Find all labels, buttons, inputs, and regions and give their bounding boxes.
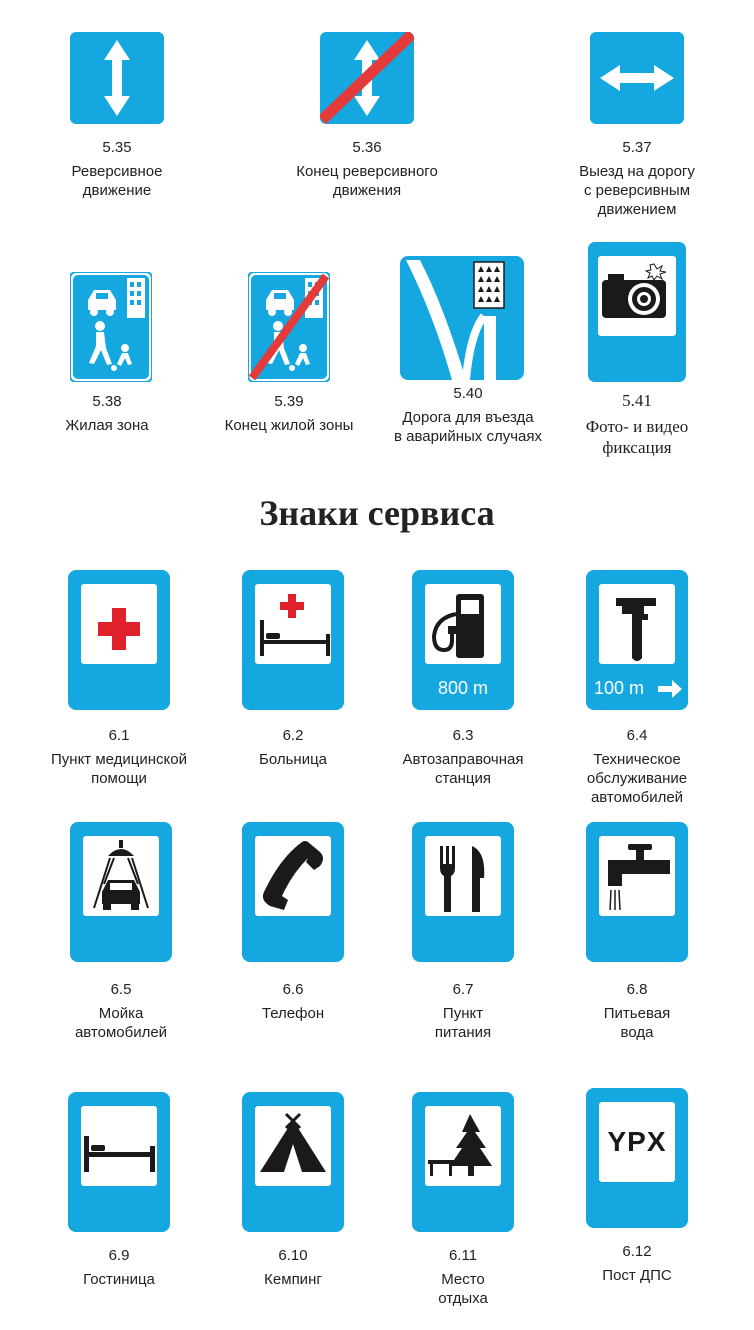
sign-label: Выезд на дорогу с реверсивным движением xyxy=(579,163,695,218)
sign-label: Дорога для въезда в аварийных случаях xyxy=(394,409,542,445)
sign-number: 6.12 xyxy=(622,1243,652,1260)
fork-knife-icon xyxy=(412,822,514,962)
sign-number: 6.10 xyxy=(278,1247,308,1264)
sign-number: 5.41 xyxy=(622,391,652,410)
sign-number: 5.39 xyxy=(274,393,304,410)
hospital-bed-icon xyxy=(242,570,344,710)
caption-6-6 xyxy=(213,980,373,1023)
sign-6-5 xyxy=(70,822,172,962)
caption-6-2 xyxy=(213,726,373,769)
sign-label: Фото- и видео фиксация xyxy=(585,417,689,457)
sign-number: 5.40 xyxy=(453,385,483,402)
ypx-sign-text: YPX xyxy=(607,1126,667,1157)
sign-label: Место отдыха xyxy=(438,1271,488,1307)
sign-6-10 xyxy=(242,1092,344,1232)
sign-5-39 xyxy=(248,272,330,382)
sign-label: Конец жилой зоны xyxy=(224,417,354,434)
caption-6-7 xyxy=(383,980,543,1042)
sign-5-37 xyxy=(590,32,684,124)
sign-number: 5.35 xyxy=(102,139,132,156)
rest-area-icon xyxy=(412,1092,514,1232)
end-residential-zone-icon xyxy=(248,272,330,382)
water-tap-icon xyxy=(586,822,688,962)
sign-5-38 xyxy=(70,272,152,382)
sign-6-2 xyxy=(242,570,344,710)
sign-label: Конец реверсивного движения xyxy=(296,163,438,199)
tent-icon xyxy=(242,1092,344,1232)
caption-5-41 xyxy=(552,390,722,458)
sign-5-36 xyxy=(320,32,414,124)
sign-label: Больница xyxy=(258,751,328,768)
exit-reversible-road-icon xyxy=(590,32,684,124)
sign-number: 6.5 xyxy=(110,981,132,998)
sign-number: 6.6 xyxy=(282,981,304,998)
sign-6-12 xyxy=(586,1088,688,1228)
sign-6-9 xyxy=(68,1092,170,1232)
sign-number: 6.4 xyxy=(626,727,648,744)
caption-6-5 xyxy=(41,980,201,1042)
sign-number: 6.9 xyxy=(108,1247,130,1264)
emergency-road-icon xyxy=(400,256,524,380)
sign-label: Телефон xyxy=(261,1005,325,1022)
distance-label: 800 m xyxy=(437,678,489,698)
sign-6-1 xyxy=(68,570,170,710)
sign-number: 6.11 xyxy=(448,1247,478,1264)
ypx-icon xyxy=(586,1088,688,1228)
caption-5-36 xyxy=(267,138,467,200)
end-reversible-traffic-icon xyxy=(320,32,414,124)
car-wash-icon xyxy=(70,822,172,962)
sign-label: Мойка автомобилей xyxy=(74,1005,168,1041)
sign-label: Жилая зона xyxy=(65,417,149,434)
sign-number: 6.7 xyxy=(452,981,474,998)
caption-5-39 xyxy=(204,392,374,435)
caption-6-4 xyxy=(557,726,717,807)
sign-number: 6.8 xyxy=(626,981,648,998)
caption-5-35 xyxy=(20,138,214,200)
bed-icon xyxy=(68,1092,170,1232)
sign-number: 6.1 xyxy=(108,727,130,744)
sign-label: Пост ДПС xyxy=(602,1267,672,1284)
caption-6-10 xyxy=(213,1246,373,1289)
sign-5-40 xyxy=(400,256,524,380)
sign-number: 6.2 xyxy=(282,727,304,744)
sign-number: 6.3 xyxy=(452,727,474,744)
sign-5-35 xyxy=(70,32,164,124)
sign-5-41 xyxy=(588,242,686,382)
distance-label: 100 m xyxy=(594,678,645,698)
sign-number: 5.38 xyxy=(92,393,122,410)
telephone-icon xyxy=(242,822,344,962)
sign-6-6 xyxy=(242,822,344,962)
sign-label: Гостиница xyxy=(83,1271,155,1288)
caption-6-9 xyxy=(39,1246,199,1289)
sign-6-4 xyxy=(586,570,688,710)
sign-label: Техническое обслуживание автомобилей xyxy=(586,751,688,806)
sign-number: 5.36 xyxy=(352,139,382,156)
caption-6-3 xyxy=(383,726,543,788)
sign-label: Пункт питания xyxy=(434,1005,492,1041)
caption-6-8 xyxy=(557,980,717,1042)
sign-label: Кемпинг xyxy=(264,1271,322,1288)
caption-5-40 xyxy=(376,384,560,446)
sign-6-11 xyxy=(412,1092,514,1232)
caption-6-12 xyxy=(557,1242,717,1285)
sign-6-3 xyxy=(412,570,514,710)
sign-6-7 xyxy=(412,822,514,962)
residential-zone-icon xyxy=(70,272,152,382)
caption-5-37 xyxy=(537,138,737,219)
sign-label: Питьевая вода xyxy=(603,1005,671,1041)
sign-label: Реверсивное движение xyxy=(71,163,163,199)
reversible-traffic-icon xyxy=(70,32,164,124)
red-cross-icon xyxy=(68,570,170,710)
caption-6-1 xyxy=(30,726,208,788)
sign-6-8 xyxy=(586,822,688,962)
sign-label: Пункт медицинской помощи xyxy=(51,751,187,787)
sign-number: 5.37 xyxy=(622,139,652,156)
sign-label: Автозаправочная станция xyxy=(402,751,524,787)
caption-5-38 xyxy=(20,392,194,435)
section-title: Знаки сервиса xyxy=(259,493,495,533)
caption-6-11 xyxy=(383,1246,543,1308)
camera-icon xyxy=(588,242,686,382)
